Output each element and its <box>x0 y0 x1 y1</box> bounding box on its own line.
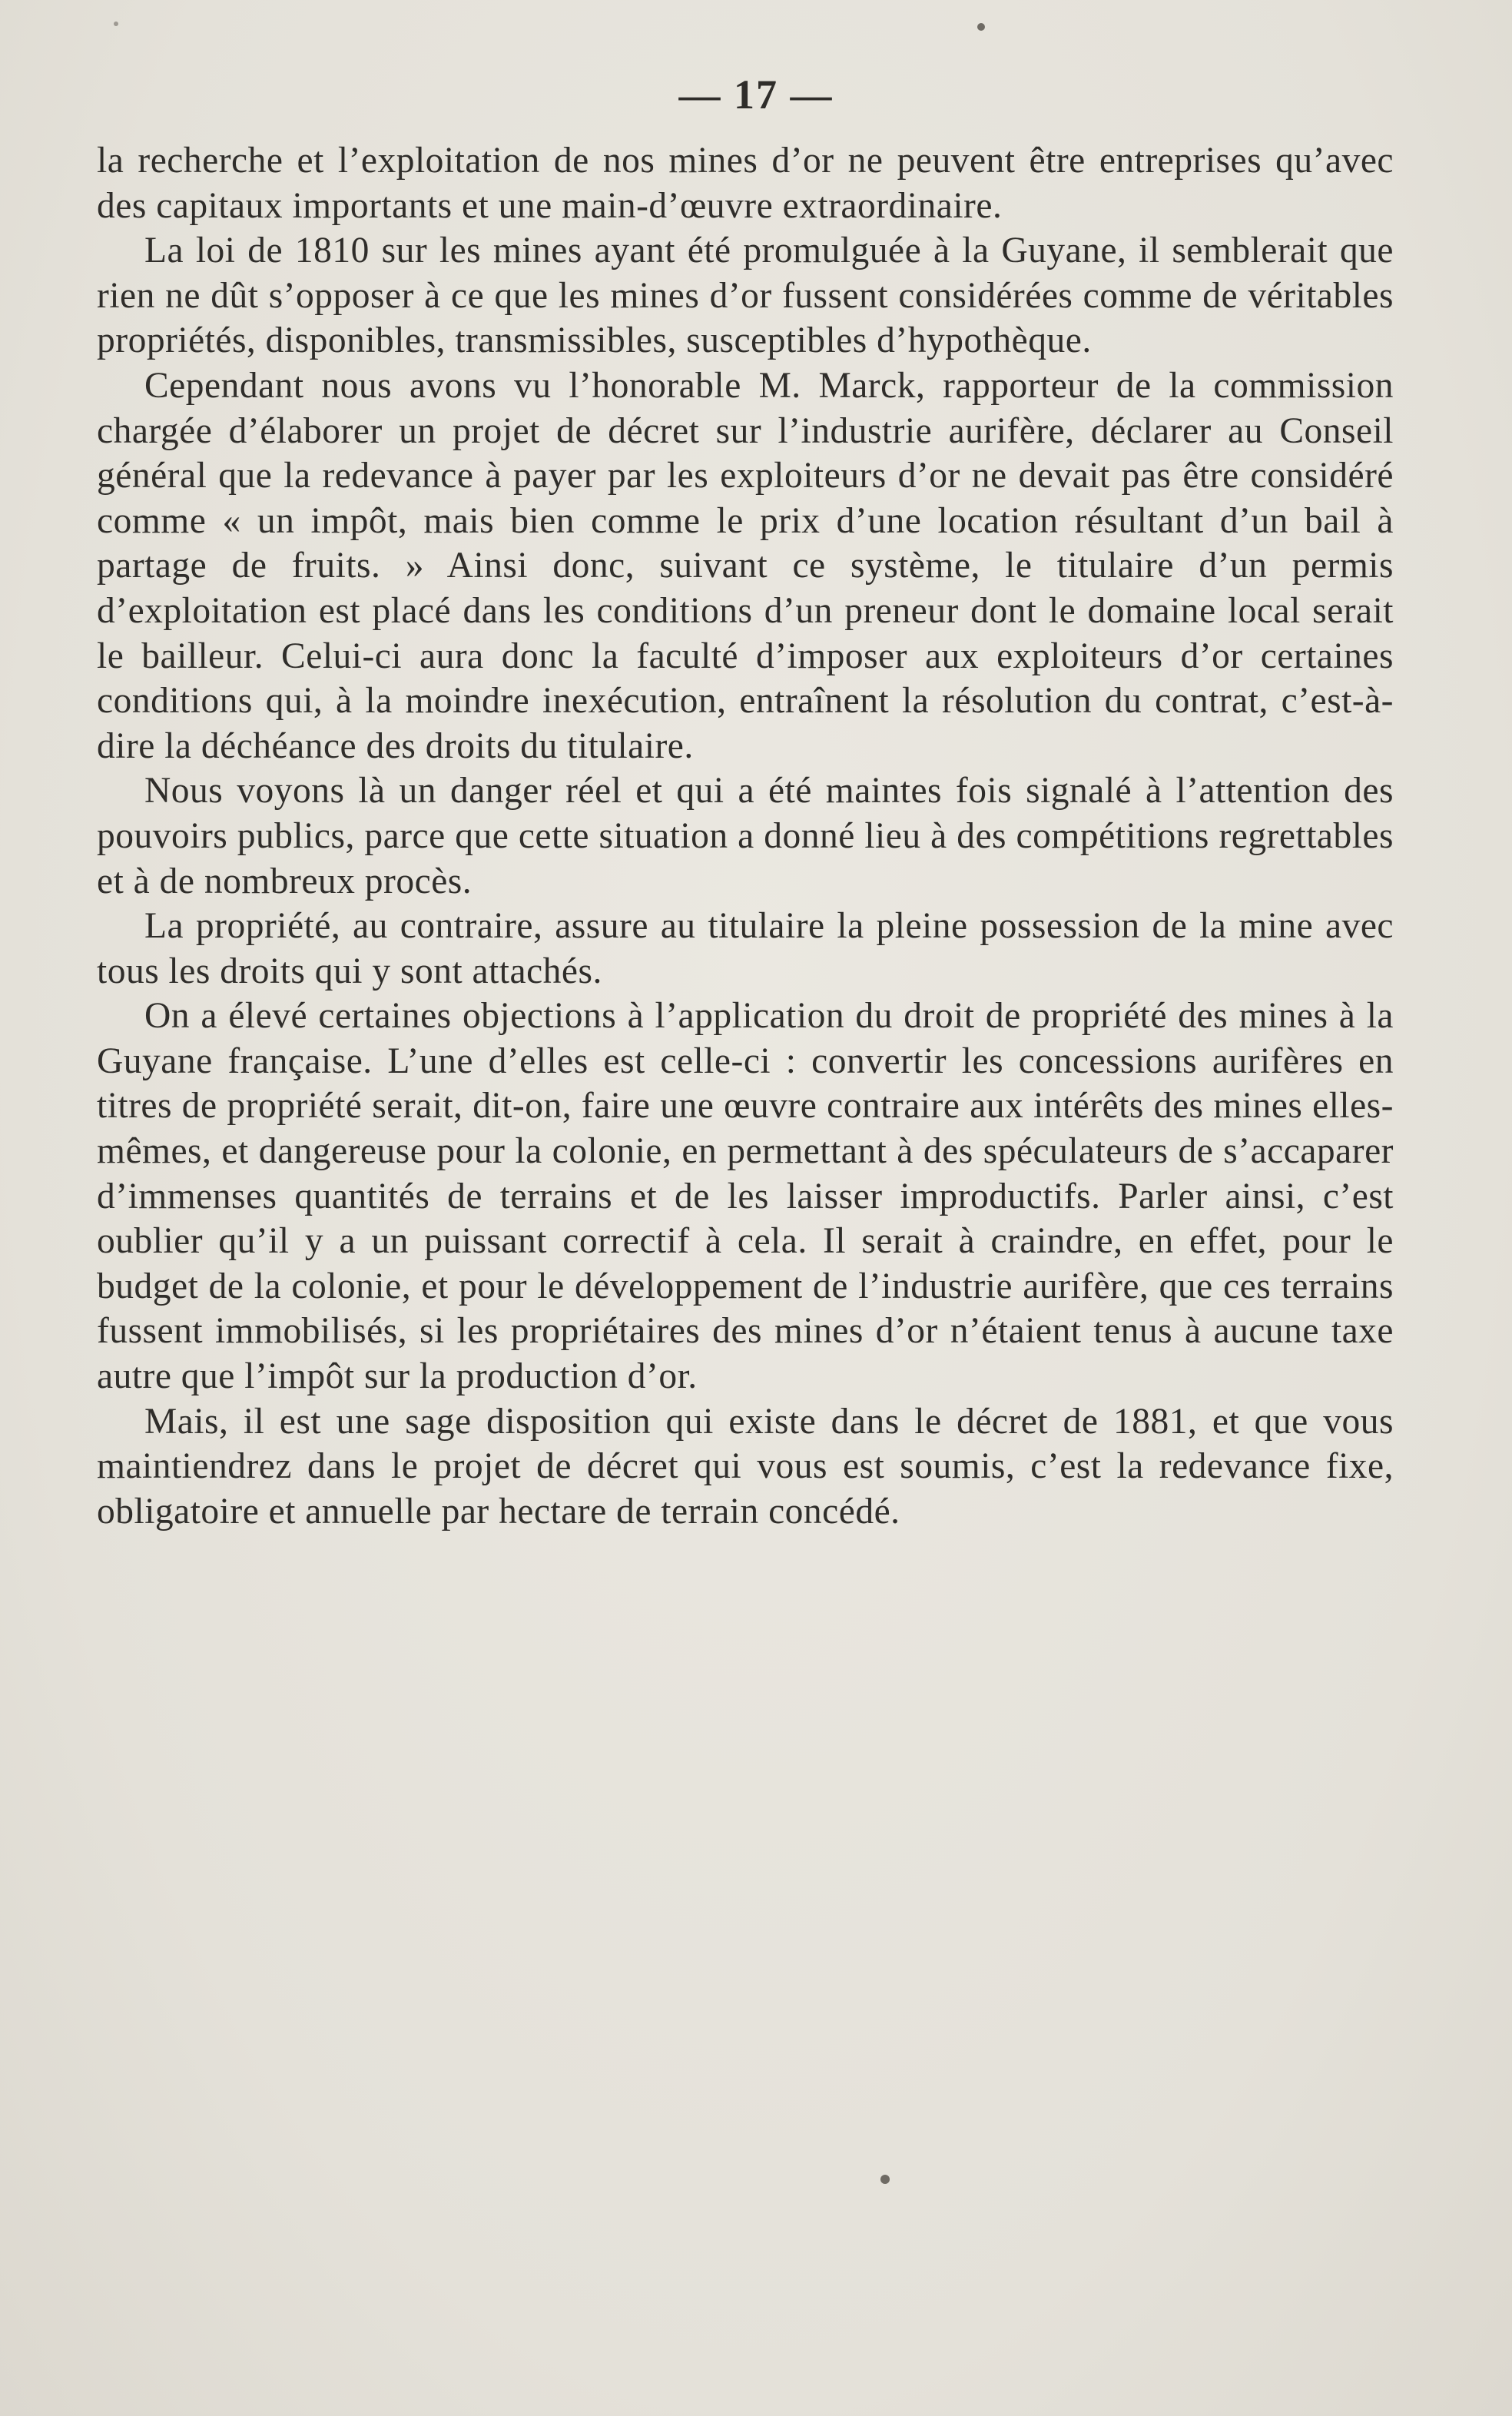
body-text <box>97 138 1394 1534</box>
ink-speck <box>114 22 118 26</box>
page-number: — 17 — <box>678 71 834 118</box>
paragraph-6: On a élevé certaines objections à l’application du droit de propriété des mines à la Guyane française. L’une d’elles est celle-ci : convertir les concessions aurifères en titres de propriété serait, dit-on, faire une œuvre contraire aux intérêts des mines elles-mêmes, et dangereuse pour la colonie, en permettant à des spéculateurs de s’accaparer d’immenses quantités de terrains et de les laisser improductifs. Parler ainsi, c’est oublier qu’il y a un puissant correctif à cela. Il serait à craindre, en effet, pour le budget de la colonie, et pour le développement de l’industrie aurifère, que ces terrains fussent immobilisés, si les propriétaires des mines d’or n’étaient tenus à aucune taxe autre que l’impôt sur la production d’or. <box>97 996 1394 1397</box>
ink-speck <box>880 2175 890 2184</box>
paragraph-4: Nous voyons là un danger réel et qui a été maintes fois signalé à l’attention des pouvoirs publics, parce que cette situation a donné lieu à des compétitions regrettables et à de nombreux procès. <box>97 771 1394 901</box>
paragraph-2: La loi de 1810 sur les mines ayant été promulguée à la Guyane, il semblerait que rien ne dût s’opposer à ce que les mines d’or fussent considérées comme de véritables propriétés, disponibles, transmissibles, susceptibles d’hypothèque. <box>97 231 1394 361</box>
paragraph-5: La propriété, au contraire, assure au titulaire la pleine possession de la mine avec tous les droits qui y sont attachés. <box>97 906 1394 991</box>
ink-speck <box>977 23 985 31</box>
paragraph-3: Cependant nous avons vu l’honorable M. Marck, rapporteur de la commission chargée d’élaborer un projet de décret sur l’industrie aurifère, déclarer au Conseil général que la redevance à payer par les exploiteurs d’or ne devait pas être considéré comme « un impôt, mais bien comme le prix d’une location résultant d’un bail à partage de fruits. » Ainsi donc, suivant ce système, le titulaire d’un permis d’exploitation est placé dans les conditions d’un preneur dont le domaine local serait le bailleur. Celui-ci aura donc la faculté d’imposer aux exploiteurs d’or certaines conditions qui, à la moindre inexécution, entraînent la résolution du contrat, c’est-à-dire la déchéance des droits du titulaire. <box>97 365 1394 766</box>
paragraph-1: la recherche et l’exploitation de nos mines d’or ne peuvent être entreprises qu’avec des capitaux importants et une main-d’œuvre extraordinaire. <box>97 141 1394 226</box>
paragraph-7: Mais, il est une sage disposition qui existe dans le décret de 1881, et que vous maintiendrez dans le projet de décret qui vous est soumis, c’est la redevance fixe, obligatoire et annuelle par hectare de terrain concédé. <box>97 1401 1394 1532</box>
